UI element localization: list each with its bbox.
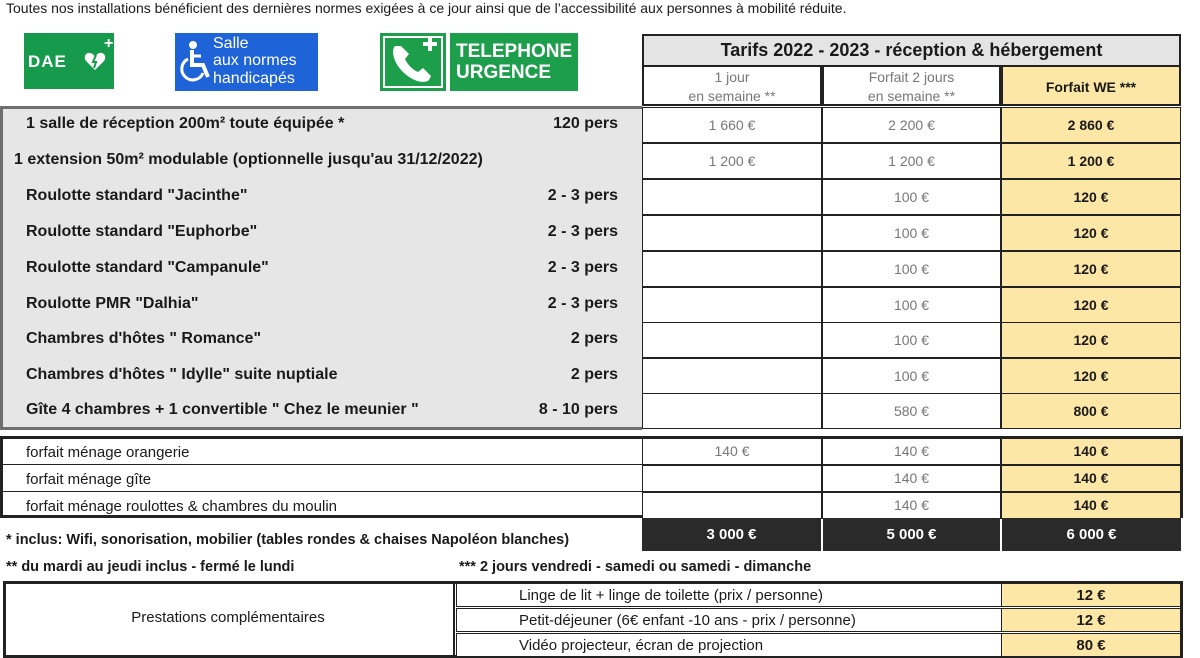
pmr-logo [175, 33, 318, 91]
price-cell-j1 [642, 287, 822, 323]
dae-logo-text: DAE [28, 52, 67, 71]
note-star2: ** du mardi au jeudi inclus - fermé le lundi [6, 559, 295, 575]
price-cell-we: 120 € [1001, 287, 1181, 323]
row-capacity: 2 - 3 pers [547, 223, 618, 240]
price-cell-j1: 1 200 € [642, 143, 822, 179]
price-cell-j1 [642, 393, 822, 429]
total-we: 6 000 € [1002, 518, 1181, 551]
note-star3: *** 2 jours vendredi - samedi ou samedi - dimanche [459, 559, 812, 575]
pmr-line-1: Salle [213, 35, 249, 52]
cleaning-price-j1 [642, 492, 822, 519]
cleaning-price-f2: 140 € [822, 438, 1001, 465]
cleaning-label: forfait ménage gîte [26, 471, 152, 488]
dae-logo [24, 33, 114, 89]
cleaning-price-f2: 140 € [822, 465, 1001, 492]
total-forfait2: 5 000 € [823, 518, 1000, 551]
row-capacity: 8 - 10 pers [538, 401, 618, 418]
total-1jour: 3 000 € [642, 518, 821, 551]
header-1jour-line2: en semaine ** [688, 88, 776, 104]
row-label: 1 salle de réception 200m² toute équipée * [26, 115, 345, 132]
cleaning-price-we: 140 € [1001, 438, 1181, 465]
note-star1: * inclus: Wifi, sonorisation, mobilier (tables rondes & chaises Napoléon blanches) [6, 532, 570, 548]
row-divider [3, 491, 642, 492]
prestations-title: Prestations complémentaires [3, 581, 455, 658]
row-label: Roulotte standard "Jacinthe" [26, 187, 248, 204]
price-cell-we: 120 € [1001, 322, 1181, 358]
price-cell-we: 2 860 € [1001, 107, 1181, 143]
header-forfait2-line2: en semaine ** [867, 88, 956, 104]
price-cell-j1 [642, 322, 822, 358]
row-divider [3, 464, 642, 465]
row-label: Chambres d'hôtes " Romance" [26, 330, 262, 347]
heart-icon [84, 51, 106, 71]
cleaning-price-we: 140 € [1001, 465, 1181, 492]
row-label: 1 extension 50m² modulable (optionnelle jusqu'au 31/12/2022) [14, 151, 483, 168]
price-cell-j1 [642, 179, 822, 215]
prestation-price: 12 € [1001, 583, 1181, 607]
row-capacity: 2 - 3 pers [547, 259, 618, 276]
price-cell-j1 [642, 251, 822, 287]
price-cell-f2: 100 € [822, 358, 1001, 394]
price-cell-f2: 2 200 € [822, 107, 1001, 143]
price-cell-we: 1 200 € [1001, 143, 1181, 179]
price-cell-f2: 100 € [822, 179, 1001, 215]
cleaning-price-j1: 140 € [642, 438, 822, 465]
tel-line-2: URGENCE [456, 62, 552, 83]
prestation-price: 80 € [1001, 633, 1181, 657]
cleaning-label: forfait ménage orangerie [26, 444, 190, 461]
price-cell-j1 [642, 215, 822, 251]
prestation-label: Vidéo projecteur, écran de projection [456, 633, 1002, 657]
row-capacity: 120 pers [553, 115, 618, 132]
cleaning-label: forfait ménage roulottes & chambres du moulin [26, 498, 337, 515]
header-forfait2 [822, 65, 1001, 106]
price-cell-we: 800 € [1001, 393, 1181, 429]
tel-line-1: TELEPHONE [456, 41, 573, 62]
row-label: Gîte 4 chambres + 1 convertible " Chez le meunier " [26, 401, 419, 418]
cleaning-price-j1 [642, 465, 822, 492]
price-cell-we: 120 € [1001, 215, 1181, 251]
cleaning-price-we: 140 € [1001, 492, 1181, 519]
row-label: Chambres d'hôtes " Idylle" suite nuptiale [26, 366, 338, 383]
prestation-label: Linge de lit + linge de toilette (prix / personne) [456, 583, 1002, 607]
price-cell-f2: 580 € [822, 393, 1001, 429]
price-cell-f2: 100 € [822, 322, 1001, 358]
price-cell-j1 [642, 358, 822, 394]
price-cell-f2: 1 200 € [822, 143, 1001, 179]
pmr-line-3: handicapés [213, 70, 295, 87]
header-1jour [642, 65, 822, 106]
prestation-price: 12 € [1001, 608, 1181, 632]
row-capacity: 2 pers [570, 330, 618, 347]
header-forfait-we: Forfait WE *** [1001, 65, 1181, 106]
price-cell-we: 120 € [1001, 358, 1181, 394]
row-label: Roulotte standard "Campanule" [26, 259, 269, 276]
price-cell-f2: 100 € [822, 251, 1001, 287]
price-cell-we: 120 € [1001, 251, 1181, 287]
prestation-label: Petit-déjeuner (6€ enfant -10 ans - prix / personne) [456, 608, 1002, 632]
dae-plus: + [104, 35, 114, 52]
emergency-phone-logo [380, 33, 578, 91]
price-cell-f2: 100 € [822, 215, 1001, 251]
row-capacity: 2 pers [570, 366, 618, 383]
cleaning-price-f2: 140 € [822, 492, 1001, 519]
pmr-line-2: aux normes [213, 52, 297, 69]
header-1jour-line1: 1 jour [714, 69, 750, 85]
phone-icon [383, 36, 443, 88]
logo-separator [446, 33, 450, 91]
row-capacity: 2 - 3 pers [547, 187, 618, 204]
price-cell-j1: 1 660 € [642, 107, 822, 143]
row-label: Roulotte PMR "Dalhia" [26, 295, 199, 312]
row-capacity: 2 - 3 pers [547, 295, 618, 312]
tarifs-title: Tarifs 2022 - 2023 - réception & hébergement [642, 34, 1181, 65]
intro-text: Toutes nos installations bénéficient des dernières normes exigées à ce jour ainsi que de l’accessibilité aux personnes à mobilité réduite. [6, 0, 847, 16]
row-label: Roulotte standard "Euphorbe" [26, 223, 258, 240]
wheelchair-icon [179, 39, 213, 85]
price-cell-f2: 100 € [822, 287, 1001, 323]
price-cell-we: 120 € [1001, 179, 1181, 215]
header-forfait2-line1: Forfait 2 jours [868, 69, 955, 85]
